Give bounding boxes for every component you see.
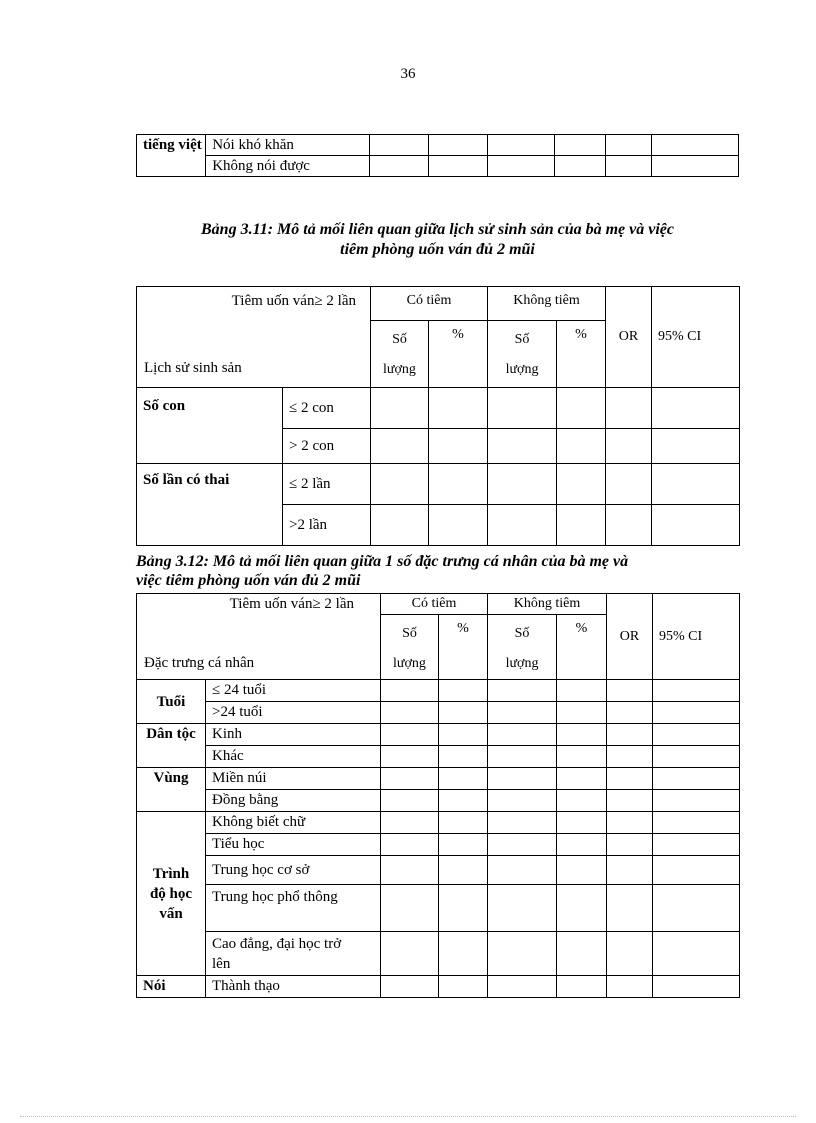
row-label: >2 lần — [283, 505, 371, 546]
caption-line: việc tiêm phòng uốn ván đủ 2 mũi — [136, 572, 361, 589]
header-top: Tiêm uốn ván≥ 2 lần — [231, 293, 356, 309]
header-top: Tiêm uốn ván≥ 2 lần — [229, 596, 354, 612]
col-so-luong: Số lượng — [488, 321, 557, 388]
col-percent: % — [439, 615, 488, 680]
col-co-tiem: Có tiêm — [381, 594, 488, 615]
group-label: Tuổi — [137, 680, 206, 724]
continued-table — [136, 134, 739, 177]
corner-header — [137, 594, 381, 680]
page-number: 36 — [400, 66, 416, 82]
col-so-luong: Số lượng — [371, 321, 429, 388]
row-label: Không biết chữ — [206, 812, 381, 834]
row-label: >24 tuổi — [206, 702, 381, 724]
row-label: Tiểu học — [206, 834, 381, 856]
group-label: Vùng — [137, 768, 206, 812]
group-label: tiếng việt — [137, 135, 206, 177]
row-label: ≤ 2 con — [283, 388, 371, 429]
row-label: Thành thạo — [206, 976, 381, 998]
col-percent: % — [557, 321, 606, 388]
row-label: Kinh — [206, 724, 381, 746]
row-label: Đồng bằng — [206, 790, 381, 812]
col-percent: % — [557, 615, 607, 680]
row-label: Miền núi — [206, 768, 381, 790]
group-label: Trình độ học vấn — [137, 812, 206, 976]
caption-line: Bảng 3.12: Mô tả mối liên quan giữa 1 số đặc trưng cá nhân của bà mẹ và — [136, 553, 629, 570]
col-khong-tiem: Không tiêm — [488, 287, 606, 321]
col-ci: 95% CI — [652, 287, 740, 388]
row-label: Nói khó khăn — [206, 135, 370, 156]
col-or: OR — [606, 287, 652, 388]
header-bottom: Đặc trưng cá nhân — [144, 655, 255, 671]
page-bottom-rule — [20, 1116, 796, 1117]
col-khong-tiem: Không tiêm — [488, 594, 607, 615]
row-label: Trung học phổ thông — [206, 885, 381, 932]
row-label: ≤ 24 tuổi — [206, 680, 381, 702]
corner-header — [137, 287, 371, 388]
col-so-luong: Số lượng — [488, 615, 557, 680]
row-label: Cao đẳng, đại học trở lên — [206, 932, 381, 976]
group-label: Số lần có thai — [137, 464, 283, 546]
table-3-11-caption — [136, 220, 739, 260]
col-so-luong: Số lượng — [381, 615, 439, 680]
row-label: Trung học cơ sở — [206, 856, 381, 885]
col-ci: 95% CI — [653, 594, 740, 680]
col-co-tiem: Có tiêm — [371, 287, 488, 321]
col-percent: % — [429, 321, 488, 388]
col-or: OR — [607, 594, 653, 680]
group-label: Dân tộc — [137, 724, 206, 768]
row-label: > 2 con — [283, 429, 371, 464]
row-label: Khác — [206, 746, 381, 768]
group-label: Số con — [137, 388, 283, 464]
table-3-12 — [136, 593, 740, 998]
caption-line: Bảng 3.11: Mô tả mối liên quan giữa lịch sử sinh sản của bà mẹ và việc — [201, 221, 674, 238]
group-label: Nói — [137, 976, 206, 998]
caption-line: tiêm phòng uốn ván đủ 2 mũi — [340, 241, 535, 258]
row-label: Không nói được — [206, 156, 370, 177]
table-3-12-caption — [136, 552, 756, 590]
row-label: ≤ 2 lần — [283, 464, 371, 505]
table-3-11 — [136, 286, 740, 546]
header-bottom: Lịch sử sinh sản — [144, 360, 242, 376]
